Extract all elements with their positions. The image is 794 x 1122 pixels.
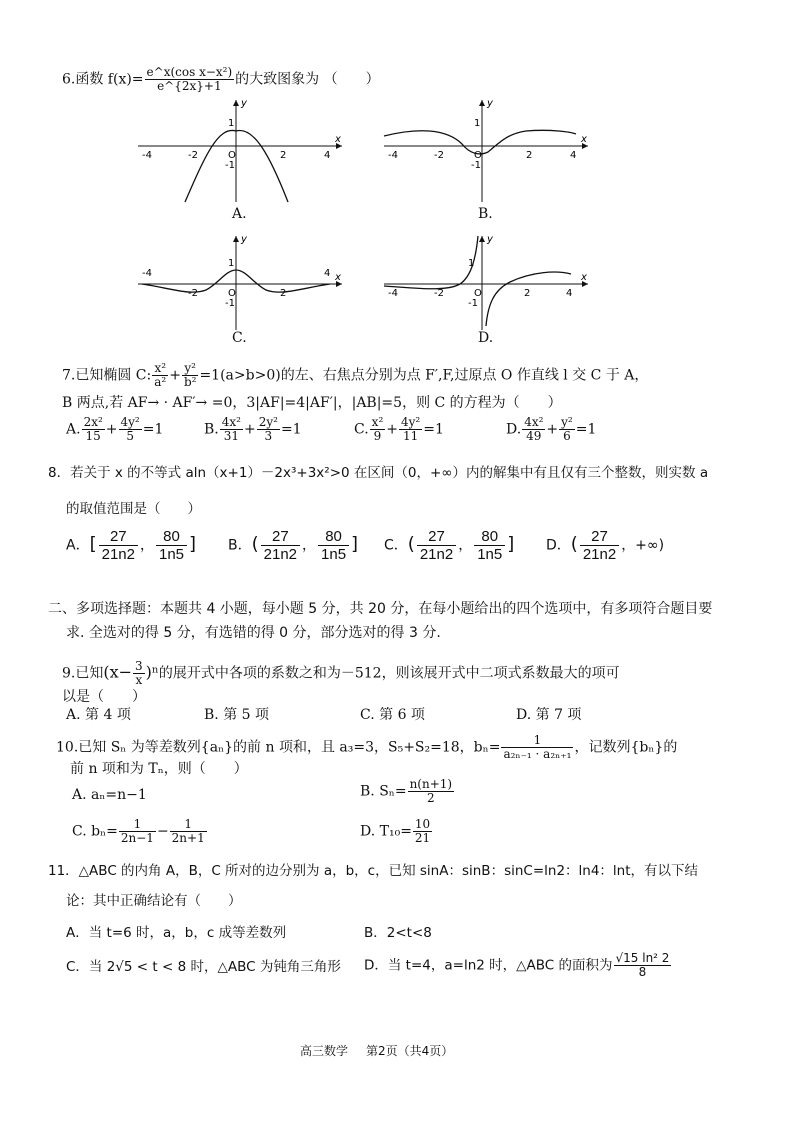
graph-d-tick-x3: 2 — [524, 288, 531, 299]
q10-opt-d-num: 10 — [414, 817, 431, 831]
q10-opt-d-den: 21 — [414, 831, 431, 845]
q11-option-c[interactable]: C．当 2√5 < t < 8 时，△ABC 为钝角三角形 — [66, 959, 341, 975]
q6-graph-a — [130, 96, 350, 206]
q11-line1: 11．△ABC 的内角 A，B，C 所对的边分别为 a，b，c，已知 sinA：sinB：sinC=ln2：ln4：lnt，有以下结 — [48, 863, 699, 879]
q10-opt-c-frac1 — [119, 818, 156, 845]
q8-opt-a-f1-num: 27 — [99, 528, 138, 546]
q10-opt-d-text: D. T₁₀= — [360, 823, 412, 840]
q8-opt-d-f1-den: 21n2 — [582, 546, 617, 563]
q10-line1 — [56, 734, 677, 761]
footer-page-number: 第2页（共4页） — [366, 1044, 454, 1058]
q7-opt-b-frac1 — [220, 416, 243, 443]
section2-line2: 求. 全选对的得 5 分，有选错的得 0 分，部分选对的得 3 分. — [66, 625, 441, 641]
q7-opt-d-f1-den: 49 — [526, 429, 542, 443]
graph-a-x-label: x — [335, 134, 341, 145]
q7-option-b[interactable]: B. $\frac{\text{4x²}}{31}$ + $\frac{\text{2y²}}{3}$ =1 — [204, 415, 302, 443]
q7-frac-x-den: a² — [154, 375, 167, 389]
q7-opt-a-rhs: =1 — [142, 421, 164, 438]
q10-opt-c-text: C. bₙ= — [72, 823, 118, 840]
q11-option-b[interactable]: B．2<t<8 — [364, 925, 432, 941]
q8-opt-a-frac1 — [99, 528, 138, 563]
graph-d-curve-right — [486, 272, 571, 326]
q7-opt-a-f2-den: 5 — [126, 429, 134, 443]
q7-frac-y — [182, 362, 199, 389]
q6-graph-a-label[interactable]: A. — [232, 206, 247, 222]
q7-option-a-label: A. — [66, 421, 81, 438]
graph-d-tick-origin: O — [474, 288, 482, 299]
q9-text-b: 的展开式中各项的系数之和为－512，则该展开式中二项式系数最大的项可 — [158, 665, 620, 682]
graph-a-tick-origin: O — [228, 150, 236, 161]
q8-opt-b-open: ( — [251, 533, 259, 555]
q11-opt-d-den: 8 — [638, 965, 647, 979]
q6-frac-num: e^x(cos x−x²) — [146, 65, 233, 79]
q8-opt-b-f1-den: 21n2 — [263, 546, 298, 563]
q7-line1-b: =1(a>b>0)的左、右焦点分别为点 F′,F,过原点 O 作直线 l 交 C 于 A， — [199, 367, 649, 384]
graph-b-x-label: x — [581, 134, 587, 145]
q7-opt-c-rhs: =1 — [423, 421, 444, 438]
q7-opt-d-frac2 — [559, 416, 575, 443]
q10-line2: 前 n 项和为 Tₙ，则（ ） — [70, 761, 248, 777]
q6-graph-c — [130, 232, 350, 332]
q7-opt-d-frac1 — [522, 416, 545, 443]
graph-a-tick-x3: 2 — [280, 150, 287, 161]
q6-frac-den: e^{2x}+1 — [157, 79, 222, 93]
graph-a-tick-x2: -2 — [188, 150, 198, 161]
q8-line2: 的取值范围是（ ） — [66, 501, 201, 517]
q6-graph-b-label[interactable]: B. — [478, 206, 493, 222]
graph-d-curve-left — [384, 236, 478, 289]
graph-c-tick-x3: 2 — [280, 288, 287, 299]
q8-opt-b-f2-num: 80 — [318, 528, 349, 546]
q11-option-a[interactable]: A．当 t=6 时，a，b，c 成等差数列 — [66, 925, 287, 941]
q8-option-c[interactable] — [384, 528, 514, 563]
q9-option-c[interactable]: C. 第 6 项 — [360, 707, 425, 723]
q7-opt-c-f2-num: 4y² — [400, 415, 421, 429]
q11-opt-d-frac — [614, 952, 672, 979]
q8-opt-c-f1-num: 27 — [417, 528, 456, 546]
graph-b-tick-y1: 1 — [474, 118, 481, 129]
q7-option-c-label: C. — [354, 421, 369, 438]
graph-c-tick-x2: -2 — [188, 288, 198, 299]
graph-d-tick-x4: 4 — [566, 288, 573, 299]
q10-frac-den: a₂ₙ₋₁ · a₂ₙ₊₁ — [503, 747, 572, 761]
q10-opt-b-frac — [408, 778, 455, 805]
q6-text-a: 6.函数 f(x)= — [62, 71, 144, 88]
q7-option-c[interactable]: C. $\frac{\text{x²}}{9}$ + $\frac{\text{4y²}}{11}$ =1 — [354, 415, 444, 443]
q8-opt-b-f1-num: 27 — [261, 528, 300, 546]
q6-text-b: 的大致图象为 （ ） — [235, 71, 380, 88]
q8-opt-b-f2-den: 1n5 — [321, 546, 347, 563]
graph-b-tick-origin: O — [474, 150, 482, 161]
q8-opt-d-open: ( — [570, 533, 578, 555]
q10-option-d[interactable] — [360, 818, 433, 845]
q7-plus: + — [169, 367, 181, 384]
q7-option-d-label: D. — [506, 421, 522, 438]
q10-opt-b-text: B. Sₙ= — [360, 783, 407, 800]
q10-opt-c-f1-num: 1 — [119, 818, 156, 832]
q10-opt-d-frac — [413, 818, 432, 845]
q7-frac-x-num: x² — [152, 362, 168, 376]
q8-opt-a-f1-den: 21n2 — [101, 546, 135, 563]
graph-d-y-label: y — [487, 234, 493, 245]
graph-c-tick-origin: O — [228, 288, 236, 299]
q11-opt-d-text: D．当 t=4，a=ln2 时，△ABC 的面积为 — [364, 957, 613, 974]
q9-line2: 以是（ ） — [62, 689, 146, 705]
q9-frac-den: x — [135, 673, 143, 687]
q8-opt-b-close: ] — [351, 533, 359, 555]
graph-b-tick-x1: -4 — [388, 150, 398, 161]
q6-fraction — [145, 66, 235, 93]
q7-opt-b-f1-den: 31 — [223, 429, 239, 443]
q9-paren-a: (x− — [103, 662, 133, 682]
q10-opt-c-frac2 — [170, 818, 207, 845]
q7-opt-c-frac2 — [399, 416, 422, 443]
q8-opt-c-frac2 — [474, 528, 505, 563]
q7-opt-a-f1-num: 2x² — [83, 415, 103, 429]
q10-option-c[interactable] — [72, 818, 208, 845]
graph-a-tick-x4: 4 — [324, 150, 331, 161]
q8-opt-d-label: D． — [546, 537, 571, 554]
q9-line1 — [62, 660, 620, 687]
q7-opt-c-f1-den: 9 — [373, 429, 382, 443]
graph-d-tick-y2: -1 — [468, 298, 478, 309]
q10-text-a: 10.已知 Sₙ 为等差数列{aₙ}的前 n 项和，且 a₃=3，S₅+S₂=18，bₙ= — [56, 739, 501, 756]
footer-subject: 高三数学 — [300, 1044, 349, 1058]
q6-stem — [62, 66, 380, 93]
q8-opt-a-frac2 — [156, 528, 187, 563]
q6-graph-d-label[interactable]: D. — [478, 330, 494, 346]
q9-paren-b: )ⁿ — [145, 662, 159, 682]
q8-opt-a-f2-num: 80 — [156, 528, 187, 546]
q8-opt-d-f1-num: 27 — [580, 528, 619, 546]
q7-option-d[interactable]: D. $\frac{\text{4x²}}{49}$ + $\frac{\text{y²}}{6}$ =1 — [506, 415, 597, 443]
q11-option-d[interactable] — [364, 952, 672, 979]
q10-opt-c-f2-den: 2n+1 — [171, 831, 205, 845]
q7-opt-a-f2-num: 4y² — [120, 415, 140, 429]
graph-b-tick-x3: 2 — [526, 150, 533, 161]
q6-graph-c-label[interactable]: C. — [232, 330, 247, 346]
graph-d-tick-x2: -2 — [434, 288, 444, 299]
q8-opt-d-sep: ，+∞) — [621, 537, 665, 554]
q8-opt-c-frac1 — [417, 528, 456, 563]
q8-opt-a-close: ] — [189, 533, 197, 555]
graph-d-x-label: x — [581, 272, 587, 283]
q9-option-b[interactable]: B. 第 5 项 — [204, 707, 269, 723]
q8-opt-b-frac1 — [261, 528, 300, 563]
q7-opt-b-frac2 — [257, 416, 280, 443]
q8-opt-a-f2-den: 1n5 — [158, 546, 185, 563]
q10-opt-b-num: n(n+1) — [409, 777, 453, 791]
q8-opt-a-sep: ， — [139, 537, 154, 554]
q10-option-a[interactable]: A. aₙ=n−1 — [72, 787, 147, 803]
q8-opt-a-label: A． — [66, 537, 90, 554]
graph-c-tick-y2: -1 — [225, 298, 235, 309]
q7-opt-b-f2-den: 3 — [264, 429, 273, 443]
q9-option-a[interactable]: A. 第 4 项 — [66, 707, 131, 723]
q7-line2: B 两点,若 AF→ · AF′→ =0，3|AF|=4|AF′|，|AB|=5，则 C 的方程为（ ） — [62, 395, 562, 411]
q10-opt-c-minus: − — [156, 823, 169, 840]
q7-opt-a-f1-den: 15 — [85, 429, 101, 443]
q8-opt-c-sep: ， — [458, 537, 473, 554]
graph-c-tick-x1: -4 — [142, 268, 152, 279]
q8-opt-c-f1-den: 21n2 — [419, 546, 454, 563]
graph-c-tick-y1: 1 — [228, 258, 235, 269]
q10-option-b[interactable] — [360, 778, 455, 805]
q8-opt-c-open: ( — [407, 533, 415, 555]
graph-b-tick-y2: -1 — [471, 160, 481, 171]
q8-opt-c-f2-den: 1n5 — [477, 546, 503, 563]
graph-a-tick-x1: -4 — [142, 150, 152, 161]
q7-line1 — [62, 362, 648, 389]
q7-opt-d-f1-num: 4x² — [524, 415, 544, 429]
q7-opt-c-f2-den: 11 — [402, 429, 419, 443]
q8-opt-a-open: [ — [89, 533, 97, 555]
q10-opt-c-f1-den: 2n−1 — [120, 831, 154, 845]
graph-b-tick-x2: -2 — [434, 150, 444, 161]
q10-frac — [501, 734, 573, 761]
q7-opt-b-rhs: =1 — [280, 421, 302, 438]
graph-a-tick-y2: -1 — [225, 160, 235, 171]
q8-opt-d-frac1 — [580, 528, 619, 563]
q8-option-d[interactable] — [546, 528, 664, 563]
q8-option-a[interactable] — [66, 528, 196, 563]
q8-option-b[interactable] — [228, 528, 358, 563]
q7-frac-x — [152, 362, 168, 389]
graph-b-y-label: y — [487, 98, 493, 109]
graph-b-tick-x4: 4 — [570, 150, 577, 161]
graph-a-tick-y1: 1 — [228, 118, 235, 129]
graph-c-x-label: x — [335, 272, 341, 283]
q10-frac-num: 1 — [501, 734, 573, 748]
q7-opt-d-f2-num: y² — [561, 415, 573, 429]
q7-opt-c-f1-num: x² — [371, 415, 384, 429]
q9-frac — [133, 660, 145, 687]
q7-opt-b-f2-num: 2y² — [258, 415, 278, 429]
q7-option-b-label: B. — [204, 421, 219, 438]
q7-option-a[interactable]: A. $\frac{\text{2x²}}{15}$ + $\frac{\text{4y²}}{5}$ =1 — [66, 415, 164, 443]
graph-a-y-label: y — [241, 98, 247, 109]
q7-opt-d-rhs: =1 — [575, 421, 597, 438]
graph-c-tick-x4: 4 — [324, 268, 331, 279]
q8-line1: 8．若关于 x 的不等式 aln（x+1）－2x³+3x²>0 在区间（0，+∞）内的解集中有且仅有三个整数，则实数 a — [48, 465, 709, 481]
q8-opt-c-close: ] — [507, 533, 515, 555]
q7-frac-y-num: y² — [182, 362, 199, 376]
q7-opt-b-f1-num: 4x² — [221, 415, 241, 429]
q10-opt-b-den: 2 — [427, 791, 435, 805]
q6-graph-d — [376, 232, 596, 332]
section2-line1: 二、多项选择题：本题共 4 小题，每小题 5 分，共 20 分，在每小题给出的四个选项中，有多项符合题目要 — [48, 601, 713, 617]
graph-c-y-label: y — [241, 234, 247, 245]
q7-opt-a-frac2 — [119, 416, 142, 443]
q7-opt-c-frac1 — [370, 416, 386, 443]
q7-opt-a-frac1 — [82, 416, 105, 443]
q8-opt-c-f2-num: 80 — [474, 528, 505, 546]
q10-opt-c-f2-num: 1 — [170, 818, 207, 832]
q11-line2: 论：其中正确结论有（ ） — [66, 893, 242, 909]
q8-opt-b-frac2 — [318, 528, 349, 563]
q7-frac-y-den: b² — [183, 375, 197, 389]
graph-d-tick-y1: 1 — [468, 258, 475, 269]
q10-text-b: ，记数列{bₙ}的 — [574, 739, 678, 756]
q9-text-a: 9.已知 — [62, 665, 104, 682]
q6-graph-b — [376, 96, 596, 206]
q9-frac-num: 3 — [135, 659, 143, 673]
graph-d-tick-x1: -4 — [388, 288, 398, 299]
q8-opt-c-label: C． — [384, 537, 408, 554]
q8-opt-b-label: B． — [228, 537, 252, 554]
q7-opt-d-f2-den: 6 — [563, 429, 571, 443]
q11-opt-d-num: √15 ln² 2 — [615, 951, 670, 965]
q7-line1-a: 7.已知椭圆 C: — [62, 367, 152, 384]
q9-option-d[interactable]: D. 第 7 项 — [516, 707, 582, 723]
q8-opt-b-sep: ， — [302, 537, 317, 554]
